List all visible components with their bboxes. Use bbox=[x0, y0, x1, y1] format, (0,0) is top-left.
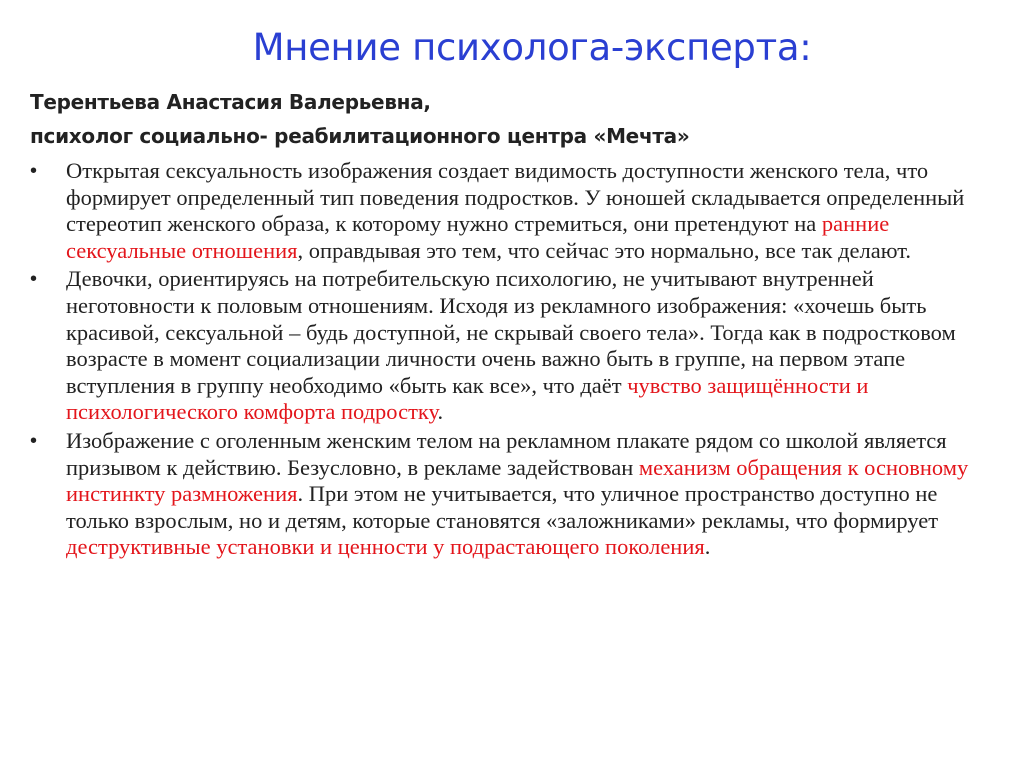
slide-title: Мнение психолога-эксперта: bbox=[252, 26, 812, 69]
highlighted-text: механизм обращения к основному инстинкту размножения bbox=[66, 454, 969, 507]
bullet-icon: • bbox=[30, 160, 38, 182]
author-role: психолог социально- реабилитационного центра «Мечта» bbox=[30, 124, 690, 148]
bullet-text: Девочки, ориентируясь на потребительскую психологию, не учитывают внутренней неготовности к половым отношениям. Исходя из рекламного изображения: «хочешь быть красивой, сексуальной – будь доступной, не скрывай своего тела». Тогда как в подростковом возрасте в момент социализации личности очень важно быть в группе, на первом этапе вступления в группу необходимо «быть как все», что даёт bbox=[66, 266, 956, 398]
bullet-item bbox=[30, 428, 980, 561]
highlighted-text: деструктивные установки и ценности у подрастающего поколения bbox=[66, 534, 705, 560]
bullet-text: . bbox=[704, 534, 711, 560]
bullet-icon: • bbox=[30, 429, 38, 452]
author-name: Терентьева Анастасия Валерьевна, bbox=[30, 90, 431, 114]
bullet-text: . При этом не учитывается, что уличное пространство доступно не только взрослым, но и детям, которые становятся «заложниками» рекламы, что формирует bbox=[66, 481, 939, 533]
bullet-item bbox=[30, 266, 980, 426]
bullet-item bbox=[30, 158, 980, 264]
bullet-text: , оправдывая это тем, что сейчас это нормально, все так делают. bbox=[297, 237, 912, 263]
bullet-text: Открытая сексуальность изображения создает видимость доступности женского тела, что формирует определенный тип поведения подростков. У юношей складывается определенный стереотип женского образа, к которому нужно стремиться, они претендуют на bbox=[66, 158, 965, 237]
bullet-icon: • bbox=[30, 268, 38, 291]
bullet-text: . bbox=[437, 399, 444, 425]
highlighted-text: ранние сексуальные отношения bbox=[66, 211, 890, 263]
highlighted-text: чувство защищённости и психологического комфорта подростку bbox=[66, 372, 869, 425]
bullet-text: Изображение с оголенным женским телом на рекламном плакате рядом со школой является призывом к действию. Безусловно, в рекламе задействован bbox=[66, 427, 947, 480]
bullet-list bbox=[30, 158, 980, 563]
